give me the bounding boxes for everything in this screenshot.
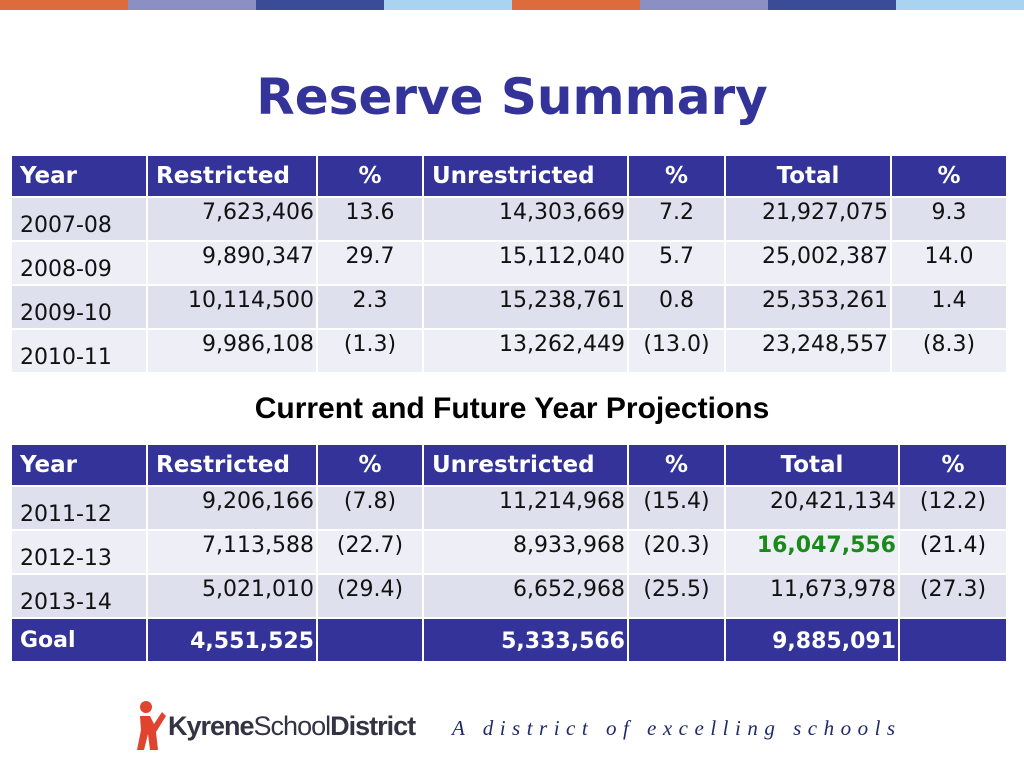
header-year: Year [11, 444, 147, 486]
cell-total: 25,353,261 [725, 285, 891, 329]
cell-pct: (1.3) [317, 329, 423, 373]
cell-year: 2007-08 [11, 197, 147, 241]
cell-pct [317, 618, 423, 662]
section-subtitle: Current and Future Year Projections [254, 392, 770, 425]
header-year: Year [11, 155, 147, 197]
header-pct: % [899, 444, 1007, 486]
cell-total: 23,248,557 [725, 329, 891, 373]
district-logo [136, 700, 415, 752]
goal-row [11, 618, 1007, 662]
cell-unrestricted: 15,238,761 [423, 285, 628, 329]
cell-total: 20,421,134 [725, 486, 899, 530]
table-row [11, 197, 1007, 241]
cell-pct: (8.3) [891, 329, 1007, 373]
cell-year: 2010-11 [11, 329, 147, 373]
topbar-segment [768, 0, 896, 10]
projections-table [10, 443, 1008, 663]
cell-goal-unrestricted: 5,333,566 [423, 618, 628, 662]
table-row [11, 241, 1007, 285]
cell-total-highlight: 16,047,556 [725, 530, 899, 574]
cell-pct: (13.0) [628, 329, 725, 373]
cell-total: 25,002,387 [725, 241, 891, 285]
topbar-segment [0, 0, 128, 10]
topbar-segment [256, 0, 384, 10]
topbar-segment [128, 0, 256, 10]
cell-total: 11,673,978 [725, 574, 899, 618]
cell-pct [899, 618, 1007, 662]
cell-pct: 0.8 [628, 285, 725, 329]
cell-pct: 9.3 [891, 197, 1007, 241]
table-row [11, 574, 1007, 618]
cell-goal-label: Goal [11, 618, 147, 662]
cell-pct: (12.2) [899, 486, 1007, 530]
cell-restricted: 9,206,166 [147, 486, 317, 530]
cell-pct [628, 618, 725, 662]
cell-restricted: 10,114,500 [147, 285, 317, 329]
header-restricted: Restricted [147, 155, 317, 197]
table-row [11, 329, 1007, 373]
cell-pct: 2.3 [317, 285, 423, 329]
cell-pct: 7.2 [628, 197, 725, 241]
header-total: Total [725, 444, 899, 486]
cell-pct: 13.6 [317, 197, 423, 241]
topbar-segment [384, 0, 512, 10]
cell-pct: 29.7 [317, 241, 423, 285]
header-total: Total [725, 155, 891, 197]
page-title: Reserve Summary [256, 68, 768, 126]
topbar-segment [640, 0, 768, 10]
header-unrestricted: Unrestricted [423, 444, 628, 486]
cell-unrestricted: 6,652,968 [423, 574, 628, 618]
table-row [11, 530, 1007, 574]
cell-restricted: 7,113,588 [147, 530, 317, 574]
cell-unrestricted: 13,262,449 [423, 329, 628, 373]
cell-pct: 5.7 [628, 241, 725, 285]
header-pct: % [628, 155, 725, 197]
cell-unrestricted: 14,303,669 [423, 197, 628, 241]
header-pct: % [628, 444, 725, 486]
cell-restricted: 9,890,347 [147, 241, 317, 285]
cell-year: 2012-13 [11, 530, 147, 574]
cell-goal-restricted: 4,551,525 [147, 618, 317, 662]
table-row [11, 285, 1007, 329]
cell-pct: (7.8) [317, 486, 423, 530]
cell-pct: (29.4) [317, 574, 423, 618]
cell-pct: (27.3) [899, 574, 1007, 618]
top-accent-bar [0, 0, 1024, 10]
cell-year: 2008-09 [11, 241, 147, 285]
footer-tagline: A district of excelling schools [452, 716, 902, 740]
cell-unrestricted: 8,933,968 [423, 530, 628, 574]
cell-pct: (20.3) [628, 530, 725, 574]
cell-year: 2011-12 [11, 486, 147, 530]
header-unrestricted: Unrestricted [423, 155, 628, 197]
table-header-row [11, 155, 1007, 197]
cell-pct: 1.4 [891, 285, 1007, 329]
cell-restricted: 5,021,010 [147, 574, 317, 618]
logo-wordmark: KyreneSchoolDistrict [168, 710, 416, 741]
header-pct: % [317, 155, 423, 197]
cell-year: 2013-14 [11, 574, 147, 618]
cell-pct: 14.0 [891, 241, 1007, 285]
cell-restricted: 9,986,108 [147, 329, 317, 373]
cell-year: 2009-10 [11, 285, 147, 329]
reserve-summary-table [10, 154, 1008, 374]
cell-unrestricted: 15,112,040 [423, 241, 628, 285]
topbar-segment [896, 0, 1024, 10]
header-pct: % [891, 155, 1007, 197]
cell-pct: (22.7) [317, 530, 423, 574]
cell-pct: (15.4) [628, 486, 725, 530]
cell-pct: (25.5) [628, 574, 725, 618]
table-row [11, 486, 1007, 530]
cell-goal-total: 9,885,091 [725, 618, 899, 662]
header-pct: % [317, 444, 423, 486]
kyrene-figure-icon [136, 700, 166, 752]
header-restricted: Restricted [147, 444, 317, 486]
cell-pct: (21.4) [899, 530, 1007, 574]
cell-restricted: 7,623,406 [147, 197, 317, 241]
topbar-segment [512, 0, 640, 10]
table-header-row [11, 444, 1007, 486]
cell-unrestricted: 11,214,968 [423, 486, 628, 530]
cell-total: 21,927,075 [725, 197, 891, 241]
